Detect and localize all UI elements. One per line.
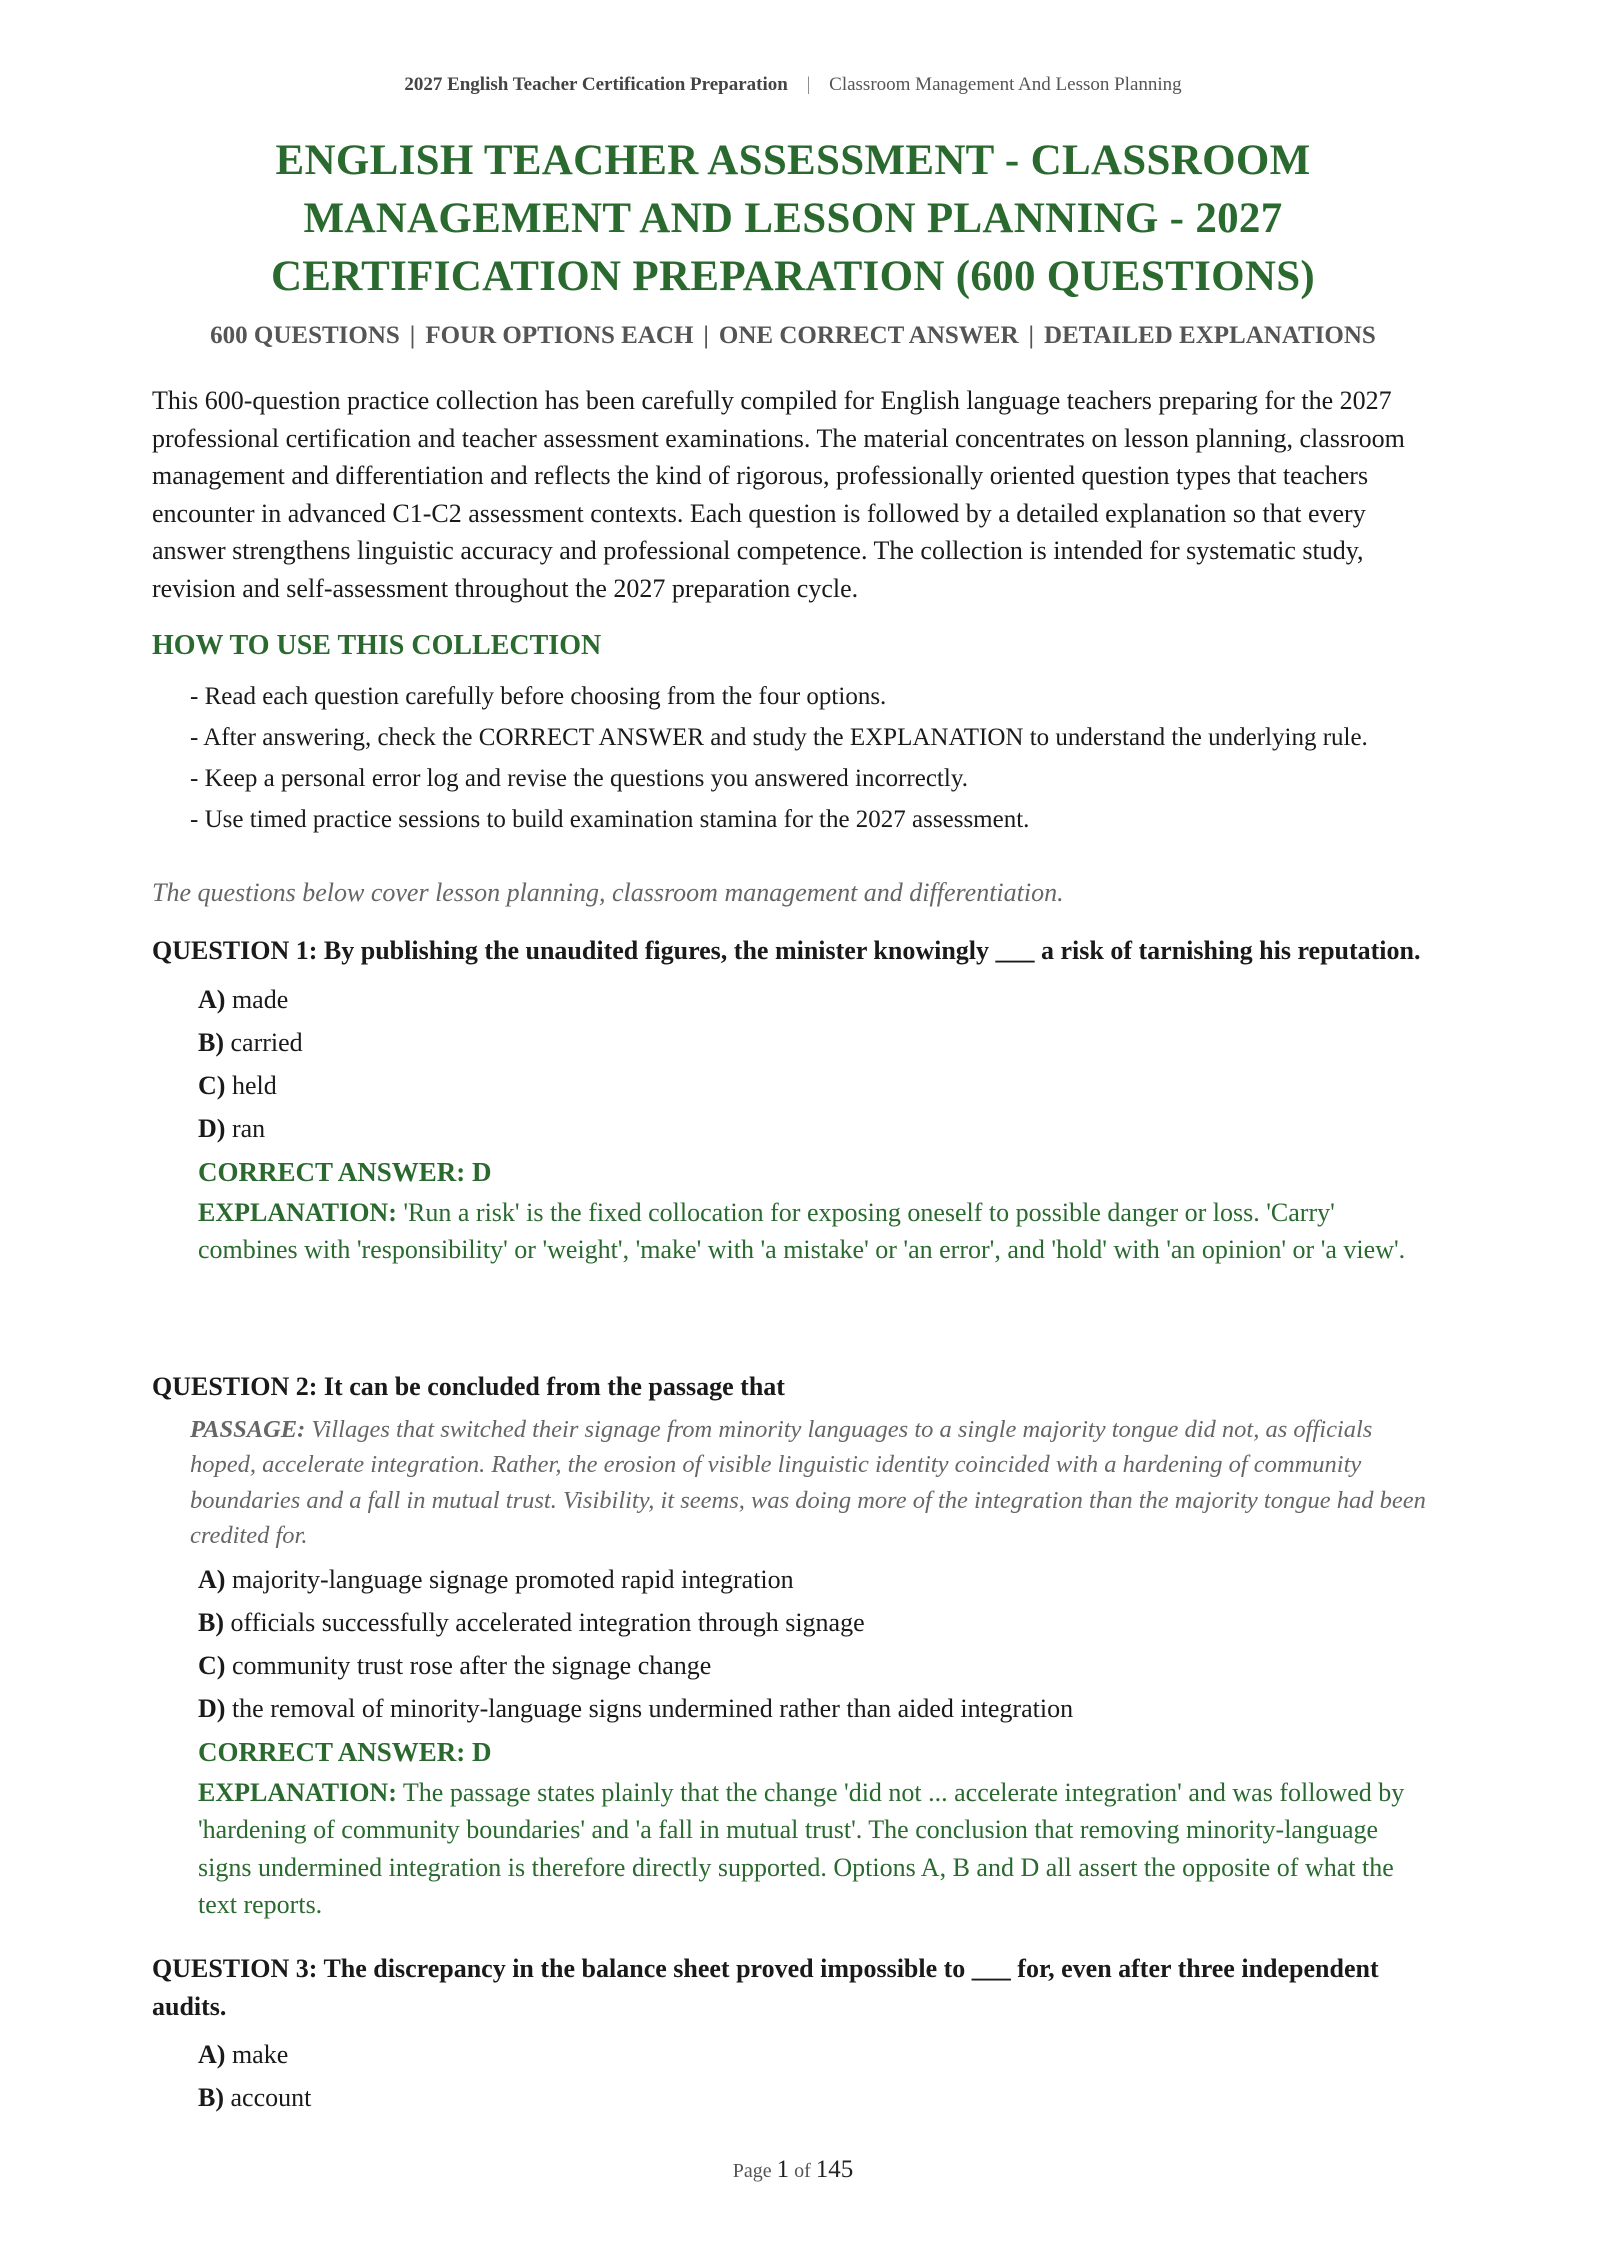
howto-list: [190, 678, 1434, 842]
question-3: [152, 1950, 1434, 2119]
option-letter: A): [198, 984, 226, 1014]
option-text: account: [230, 2083, 312, 2112]
option-text: carried: [230, 1027, 303, 1057]
meta-item: ONE CORRECT ANSWER: [718, 322, 1019, 349]
explanation-text: The passage states plainly that the change 'did not ... accelerate integration' and was followed by 'hardening of community boundaries' and 'a fall in mutual trust'. The conclusion that removing minority-language signs undermined integration is therefore directly supported. Options A, B and D all assert the opposite of what the text reports.: [198, 1777, 1405, 1919]
option-text: make: [231, 2040, 289, 2069]
document-title: [152, 132, 1434, 306]
option-letter: A): [198, 2040, 226, 2069]
option-text: the removal of minority-language signs undermined rather than aided integration: [231, 1693, 1074, 1723]
page-total: 145: [815, 2156, 854, 2183]
passage-label: PASSAGE:: [190, 1415, 306, 1443]
howto-item: - Use timed practice sessions to build examination stamina for the 2027 assessment.: [190, 806, 1030, 833]
header-title: 2027 English Teacher Certification Preparation: [404, 74, 788, 95]
running-header: [152, 74, 1434, 96]
howto-note: The questions below cover lesson planning, classroom management and differentiation.: [152, 878, 1064, 907]
option-letter: D): [198, 1693, 226, 1723]
explanation: [198, 1194, 1434, 1269]
explanation-label: EXPLANATION:: [198, 1777, 397, 1807]
options-list: [198, 978, 1434, 1150]
page-number: 1: [776, 2156, 790, 2183]
howto-item: - Read each question carefully before choosing from the four options.: [190, 683, 887, 710]
header-separator: |: [806, 74, 811, 95]
question-1: [152, 932, 1434, 1269]
options-list: [198, 2033, 1434, 2119]
option-b[interactable]: [198, 1601, 1434, 1644]
passage: [190, 1412, 1434, 1554]
option-text: community trust rose after the signage change: [231, 1650, 712, 1680]
meta-item: 600 QUESTIONS: [210, 322, 400, 349]
correct-answer: CORRECT ANSWER: D: [198, 1156, 492, 1187]
question-stem: QUESTION 3: The discrepancy in the balance sheet proved impossible to ___ for, even after three independent audits.: [152, 1954, 1379, 2021]
page-footer: [152, 2156, 1434, 2184]
option-a[interactable]: [198, 978, 1434, 1021]
option-letter: C): [198, 1650, 226, 1680]
explanation-text: 'Run a risk' is the fixed collocation for exposing oneself to possible danger or loss. 'Carry' combines with 'responsibility' or 'weight', 'make' with 'a mistake' or 'an error', and 'hold' with 'an opinion' or 'a view'.: [198, 1197, 1406, 1264]
option-c[interactable]: [198, 1064, 1434, 1107]
option-d[interactable]: [198, 1687, 1434, 1730]
option-text: majority-language signage promoted rapid integration: [231, 1564, 794, 1594]
option-b[interactable]: [198, 2076, 1434, 2119]
option-letter: D): [198, 1113, 226, 1143]
option-letter: B): [198, 1607, 224, 1637]
option-letter: C): [198, 1070, 226, 1100]
explanation: [198, 1774, 1434, 1924]
option-text: officials successfully accelerated integration through signage: [230, 1607, 865, 1637]
option-d[interactable]: [198, 1107, 1434, 1150]
howto-heading: HOW TO USE THIS COLLECTION: [152, 630, 602, 661]
option-text: made: [231, 984, 289, 1014]
option-text: held: [231, 1070, 277, 1100]
of-label: of: [794, 2160, 811, 2182]
title-line-1: ENGLISH TEACHER ASSESSMENT - CLASSROOM: [275, 137, 1311, 184]
document-page: [152, 0, 1434, 2262]
meta-item: FOUR OPTIONS EACH: [425, 322, 694, 349]
options-list: [198, 1558, 1434, 1730]
title-line-2: MANAGEMENT AND LESSON PLANNING - 2027: [303, 195, 1283, 242]
option-a[interactable]: [198, 2033, 1434, 2076]
meta-item: DETAILED EXPLANATIONS: [1044, 322, 1376, 349]
option-b[interactable]: [198, 1021, 1434, 1064]
passage-text: Villages that switched their signage from minority languages to a single majority tongue did not, as officials hoped, accelerate integration. Rather, the erosion of visible linguistic identity coincided with a hardening of community boundaries and a fall in mutual trust. Visibility, it seems, was doing more of the integration than the majority tongue had been credited for.: [190, 1415, 1426, 1549]
option-text: ran: [231, 1113, 266, 1143]
option-c[interactable]: [198, 1644, 1434, 1687]
howto-item: - Keep a personal error log and revise the questions you answered incorrectly.: [190, 765, 968, 792]
option-letter: B): [198, 2083, 224, 2112]
page-label: Page: [732, 2160, 772, 2182]
question-2: [152, 1368, 1434, 1924]
question-stem: QUESTION 2: It can be concluded from the passage that: [152, 1372, 785, 1401]
option-letter: A): [198, 1564, 226, 1594]
option-a[interactable]: [198, 1558, 1434, 1601]
header-subtitle: Classroom Management And Lesson Planning: [829, 74, 1182, 95]
howto-item: - After answering, check the CORRECT ANSWER and study the EXPLANATION to understand the underlying rule.: [190, 724, 1368, 751]
explanation-label: EXPLANATION:: [198, 1197, 397, 1227]
title-line-3: CERTIFICATION PREPARATION (600 QUESTIONS): [270, 253, 1316, 300]
meta-line: 600 QUESTIONS | FOUR OPTIONS EACH | ONE CORRECT ANSWER | DETAILED EXPLANATIONS: [210, 322, 1376, 349]
intro-paragraph: This 600-question practice collection has been carefully compiled for English language teachers preparing for the 2027 professional certification and teacher assessment examinations. The material concentrates on lesson planning, classroom management and differentiation and reflects the kind of rigorous, professionally oriented question types that teachers encounter in advanced C1-C2 assessment contexts. Each question is followed by a detailed explanation so that every answer strengthens linguistic accuracy and professional competence. The collection is intended for systematic study, revision and self-assessment throughout the 2027 preparation cycle.: [152, 386, 1405, 603]
option-letter: B): [198, 1027, 224, 1057]
correct-answer: CORRECT ANSWER: D: [198, 1736, 492, 1767]
question-stem: QUESTION 1: By publishing the unaudited figures, the minister knowingly ___ a risk of tarnishing his reputation.: [152, 936, 1421, 965]
